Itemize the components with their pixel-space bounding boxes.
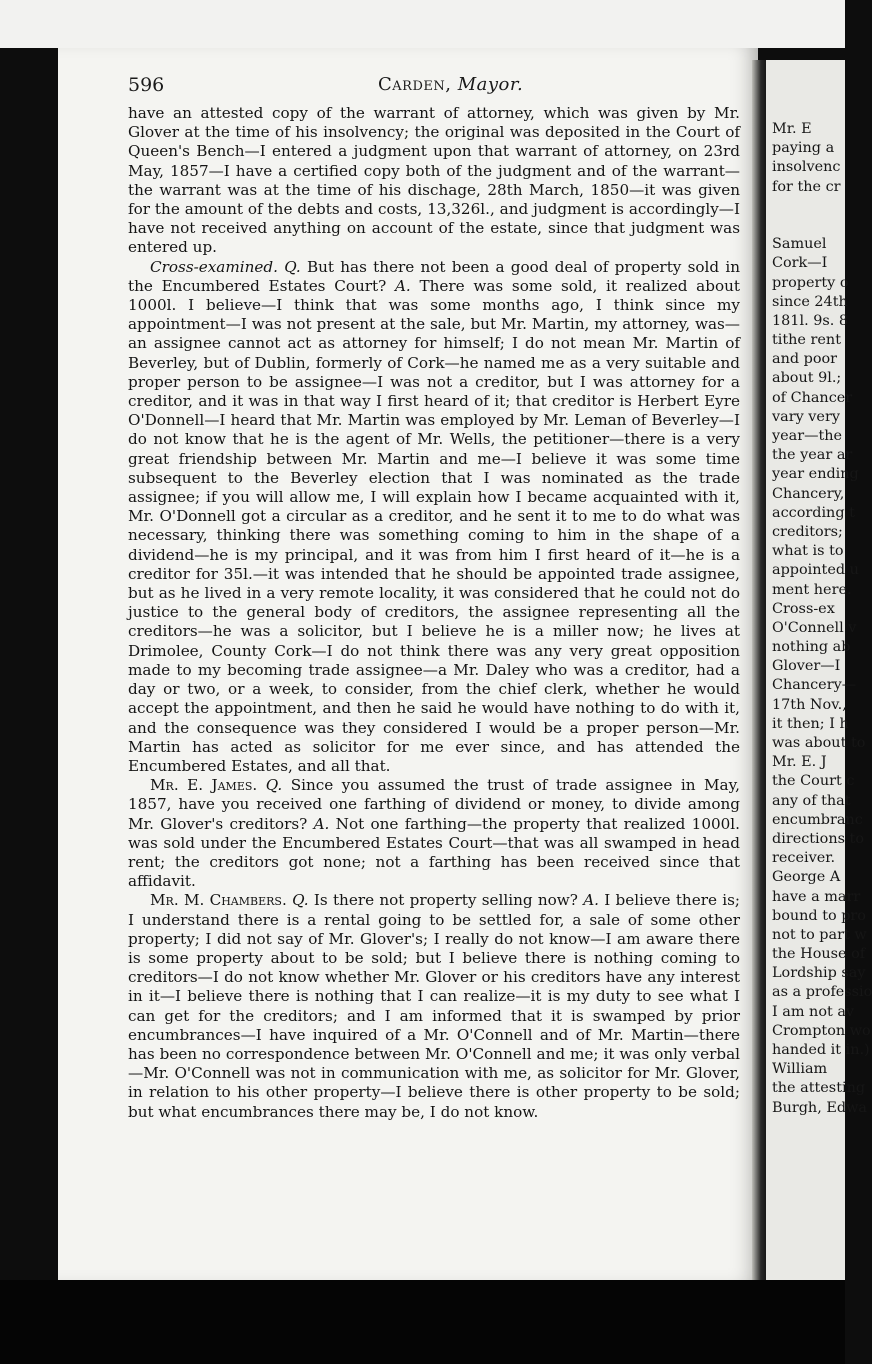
right-page-line: Mr. E bbox=[772, 121, 812, 137]
right-page-line: 17th Nov., bbox=[772, 696, 847, 713]
paragraph bbox=[128, 891, 740, 1121]
right-page-line: the attesting bbox=[772, 1080, 866, 1097]
right-page-line: William bbox=[772, 1061, 828, 1078]
right-page-line: and poor bbox=[772, 351, 838, 368]
right-page-line: ment here. bbox=[772, 581, 852, 598]
right-page-line: Lordship say bbox=[772, 965, 866, 982]
running-head-name: Carden, bbox=[378, 74, 452, 95]
right-page-line bbox=[772, 216, 852, 235]
paragraph-text: Not one farthing—the property that realized 1000l. was sold under the Encumbered Estates Court—that was all swamped in head rent; the creditors got none; not a farthing has been received since that affidavit. bbox=[128, 814, 740, 891]
right-page-line: appointed u bbox=[772, 562, 859, 579]
page-header bbox=[128, 72, 738, 102]
paragraph bbox=[128, 104, 740, 258]
speaker-name: Mr. M. Chambers. bbox=[150, 891, 287, 910]
right-page-line: Crompton wo bbox=[772, 1022, 871, 1039]
right-page-line: the Court c bbox=[772, 773, 855, 790]
right-page-line: year ending bbox=[772, 466, 859, 483]
right-page-line: Glover—I bbox=[772, 658, 841, 675]
italic-text: Q. bbox=[265, 776, 283, 795]
right-page-line: tithe rent bbox=[772, 332, 841, 349]
right-page-line: insolvenc bbox=[772, 159, 841, 176]
italic-text: Cross-examined. bbox=[150, 257, 278, 276]
right-page-line: Samuel bbox=[772, 236, 827, 253]
testimony-text bbox=[128, 104, 740, 1122]
right-page-line: Cross-ex bbox=[772, 600, 835, 617]
right-page-line: I am not av bbox=[772, 1003, 855, 1020]
right-page-line: of Chancer bbox=[772, 389, 853, 406]
right-page-line: Cork—I bbox=[772, 255, 828, 272]
right-page-line: Chancery— bbox=[772, 677, 857, 694]
italic-text: A. bbox=[394, 276, 411, 295]
right-page-line: Mr. E. J bbox=[772, 754, 827, 771]
right-page-line: Burgh, Edwa bbox=[772, 1099, 867, 1116]
right-page-line: paying a bbox=[772, 140, 835, 157]
right-page-line: year—the bbox=[772, 428, 843, 444]
right-page-line: have a marr bbox=[772, 888, 861, 905]
right-page-line: the House of bbox=[772, 946, 866, 963]
right-page-line: O'Connell v bbox=[772, 619, 857, 636]
right-page-line: bound to pro bbox=[772, 907, 866, 924]
right-page-line: property o bbox=[772, 274, 849, 291]
paragraph-text: Since you assumed the trust of trade assignee in May, 1857, have you received one farthing of dividend or money, to divide among Mr. Glover's creditors? bbox=[128, 776, 740, 833]
right-page-line: it then; I h bbox=[772, 715, 849, 732]
italic-text: Q. bbox=[284, 257, 301, 276]
right-page-line: as a professio bbox=[772, 984, 872, 1001]
running-head bbox=[378, 74, 523, 95]
right-page-line: Chancery, bbox=[772, 485, 845, 502]
right-page-line: handed it in.) bbox=[772, 1042, 870, 1058]
right-page-line: George A bbox=[772, 869, 841, 886]
right-page-line: any of that bbox=[772, 792, 851, 809]
scan-top-margin bbox=[0, 0, 845, 48]
paragraph bbox=[128, 776, 740, 891]
right-page-line: vary very bbox=[772, 408, 840, 425]
paragraph-text: I believe there is; I understand there is a rental going to be settled for, a sale of some other property; I did not say of Mr. Glover's; I really do not know—I am aware there is some property about to be sold; but I believe there is nothing coming to creditors—I do not know whether Mr. Glover or his creditors have any interest in it—I believe there is nothing that I can realize—it is my duty to see what I can get for the creditors; and I am informed that it is swamped by prior encumbrances—I have inquired of a Mr. O'Connell and of Mr. Martin—there has been no correspondence between Mr. O'Connell and me; it was only verbal—Mr. O'Connell was not in communication with me, as solicitor for Mr. Glover, in relation to his other property—I believe there is other property to be sold; but what encumbrances there may be, I do not know. bbox=[128, 891, 740, 1121]
right-page-line bbox=[772, 197, 852, 216]
right-page-line: since 24th bbox=[772, 293, 848, 310]
italic-text: Q. bbox=[292, 891, 309, 910]
right-page-line: 181l. 9s. 8 bbox=[772, 312, 849, 329]
paragraph-text: have an attested copy of the warrant of attorney, which was given by Mr. Glover at the time of his insolvency; the original was deposited in the Court of Queen's Bench—I entered a judgment upon that warrant of attorney, on 23rd May, 1857—I have a certified copy both of the judgment and of the warrant—the warrant was at the time of his dischage, 28th March, 1850—it was given for the amount of the debts and costs, 13,326l., and judgment is accordingly—I have not received anything on account of the estate, since that judgment was entered up. bbox=[128, 104, 740, 257]
right-page-line: what is to bbox=[772, 543, 844, 560]
right-page-line: the year ar bbox=[772, 447, 853, 464]
right-page-line: for the cr bbox=[772, 178, 841, 195]
right-page-fragments bbox=[772, 120, 872, 1118]
paragraph-text bbox=[257, 776, 265, 794]
right-page-line: directions to bbox=[772, 830, 864, 847]
running-head-title: Mayor. bbox=[457, 74, 524, 95]
italic-text: A. bbox=[583, 891, 599, 910]
paragraph-text: Is there not property selling now? bbox=[308, 891, 584, 910]
scan-bottom-margin bbox=[0, 1280, 845, 1364]
right-page-line: receiver. bbox=[772, 850, 836, 867]
paragraph-text: There was some sold, it realized about 1000l. I believe—I think that was some months ago, I think since my appointment—I was not present at the sale, but Mr. Martin, my attorney, was—an assignee cannot act as attorney for himself; I do not mean Mr. Martin of Beverley, but of Dublin, formerly of Cork—he named me as a very suitable and proper person to be assignee—I was not a creditor, but I was attorney for a creditor, and it was in that way I first heard of it; that creditor is Herbert Eyre O'Donnell—I heard that Mr. Martin was employed by Mr. Leman of Beverley—I do not know that he is the agent of Mr. Wells, the petitioner—there is a very great friendship between Mr. Martin and me—I believe it was some time subsequent to the Beverley election that I was nominated as the trade assignee; if you will allow me, I will explain how I became acquainted with it, Mr. O'Donnell got a circular as a creditor, and he sent it to me to do what was necessary, thinking there was something coming to him in the shape of a dividend—he is my principal, and it was from him I first heard of it—he is a creditor for 35l.—it was intended that he should be appointed trade assignee, but as he lived in a very remote locality, it was considered that he could not do justice to the general body of creditors, the assignee representing all the creditors—he was a solicitor, but I believe he is a miller now; he lives at Drimolee, County Cork—I do not think there was any very great opposition made to my becoming trade assignee—a Mr. Daley who was a creditor, had a day or two, or a week, to consider, from the chief clerk, whether he would accept the appointment, and then he said he would have nothing to do with it, and the consequence was they considered I would be a proper person—Mr. Martin has acted as solicitor for me ever since, and has attended the Encumbered Estates, and all that. bbox=[128, 276, 740, 775]
paragraph bbox=[128, 258, 740, 776]
right-page bbox=[766, 60, 872, 1280]
right-page-line: nothing ab bbox=[772, 639, 851, 656]
right-page-line: encumbranc bbox=[772, 811, 863, 828]
right-page-line: was about to bbox=[772, 735, 866, 751]
speaker-name: Mr. E. James. bbox=[150, 776, 258, 795]
right-page-line: according t bbox=[772, 504, 855, 521]
italic-text: A. bbox=[313, 814, 330, 833]
right-page-line: creditors; bbox=[772, 523, 843, 540]
right-page-line: not to part w bbox=[772, 926, 867, 943]
paragraph-text: But has there not been a good deal of property sold in the Encumbered Estates Court? bbox=[128, 257, 741, 295]
page-number: 596 bbox=[128, 74, 165, 96]
right-page-line: about 9l.; bbox=[772, 370, 842, 387]
